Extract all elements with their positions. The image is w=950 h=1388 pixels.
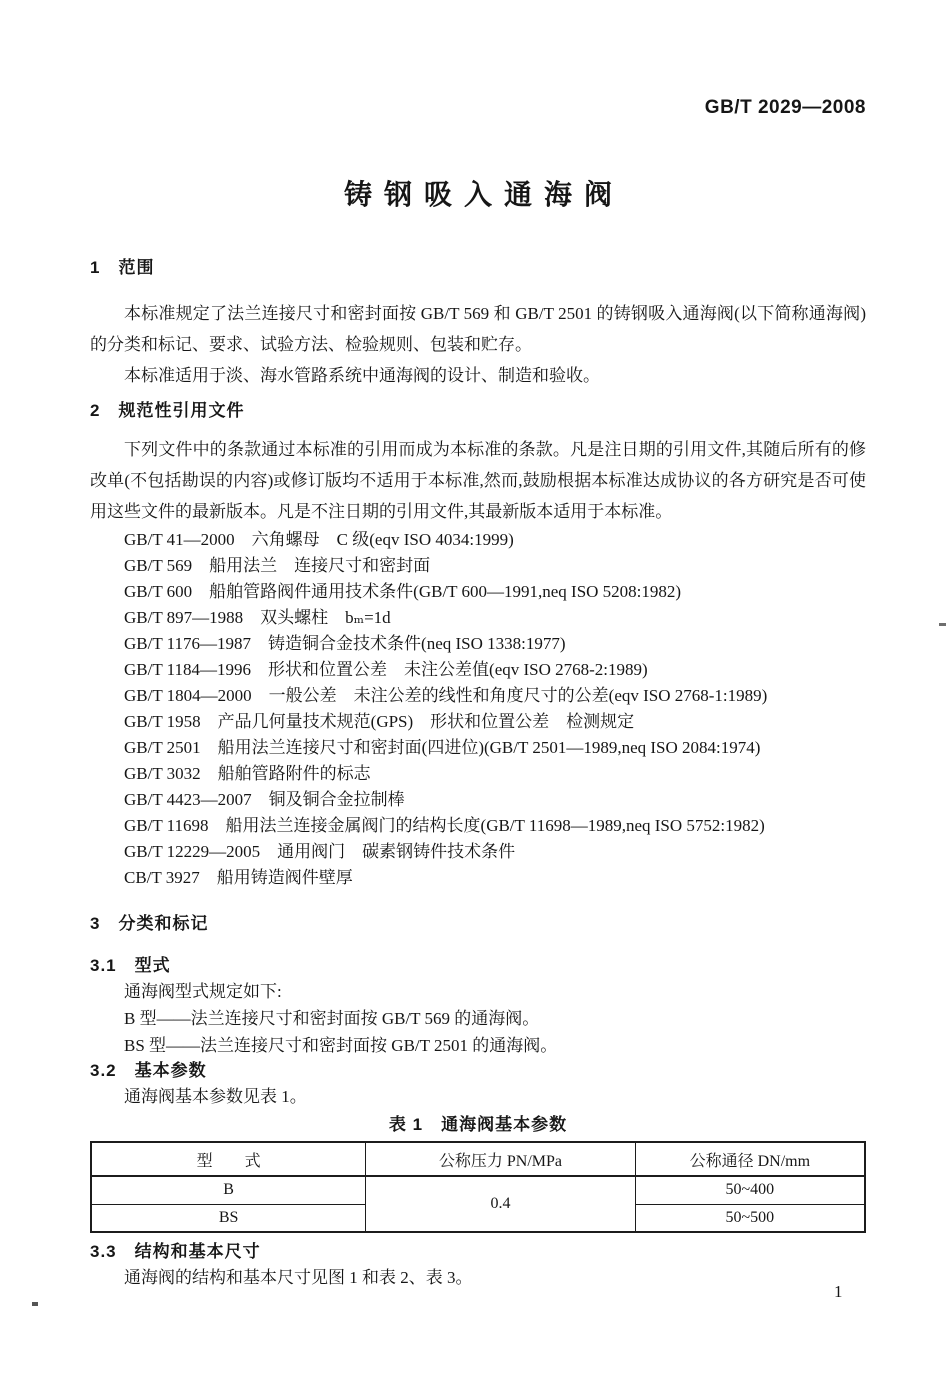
structure-dims-line: 通海阀的结构和基本尺寸见图 1 和表 2、表 3。: [124, 1268, 473, 1287]
reference-item: GB/T 4423—2007 铜及铜合金拉制棒: [124, 790, 405, 809]
reference-item: GB/T 1804—2000 一般公差 未注公差的线性和角度尺寸的公差(eqv ISO 2768-1:1989): [124, 686, 768, 705]
reference-item: GB/T 12229—2005 通用阀门 碳素钢铸件技术条件: [124, 842, 516, 861]
scan-artifact-left: [32, 1302, 38, 1306]
reference-item: GB/T 3032 船舶管路附件的标志: [124, 764, 371, 783]
reference-item: GB/T 1176—1987 铸造铜合金技术条件(neq ISO 1338:1977): [124, 634, 566, 653]
section-3-1-heading: 3.1 型式: [90, 956, 171, 975]
reference-item: GB/T 569 船用法兰 连接尺寸和密封面: [124, 556, 431, 575]
reference-item: GB/T 1184—1996 形状和位置公差 未注公差值(eqv ISO 2768-2:1989): [124, 660, 648, 679]
cell-type-b: B: [91, 1176, 366, 1204]
cell-dn-bs: 50~500: [635, 1204, 865, 1232]
type-b-line: B 型——法兰连接尺寸和密封面按 GB/T 569 的通海阀。: [124, 1009, 540, 1028]
standard-code: GB/T 2029—2008: [704, 97, 866, 118]
type-bs-line: BS 型——法兰连接尺寸和密封面按 GB/T 2501 的通海阀。: [124, 1036, 558, 1055]
reference-item: GB/T 11698 船用法兰连接金属阀门的结构长度(GB/T 11698—1989,neq ISO 5752:1982): [124, 816, 765, 835]
scope-paragraph-2: 本标准适用于淡、海水管路系统中通海阀的设计、制造和验收。: [124, 366, 600, 385]
section-3-heading: 3 分类和标记: [90, 914, 209, 933]
section-3-3-heading: 3.3 结构和基本尺寸: [90, 1242, 261, 1261]
section-2-heading: 2 规范性引用文件: [90, 401, 245, 420]
basic-params-table: [90, 1141, 866, 1233]
table-row: [91, 1176, 865, 1204]
column-header-pressure: 公称压力 PN/MPa: [366, 1142, 635, 1176]
cell-dn-b: 50~400: [635, 1176, 865, 1204]
type-intro-line: 通海阀型式规定如下:: [124, 982, 282, 1001]
reference-item: GB/T 41—2000 六角螺母 C 级(eqv ISO 4034:1999): [124, 530, 514, 549]
normative-references-intro: 下列文件中的条款通过本标准的引用而成为本标准的条款。凡是注日期的引用文件,其随后所有的修改单(不包括勘误的内容)或修订版均不适用于本标准,然而,鼓励根据本标准达成协议的各方研究是否可使用这些文件的最新版本。凡是不注日期的引用文件,其最新版本适用于本标准。: [90, 440, 866, 521]
reference-item: GB/T 600 船舶管路阀件通用技术条件(GB/T 600—1991,neq ISO 5208:1982): [124, 582, 682, 601]
reference-item: GB/T 1958 产品几何量技术规范(GPS) 形状和位置公差 检测规定: [124, 712, 635, 731]
scan-artifact-right: [939, 623, 946, 626]
cell-pressure: 0.4: [366, 1176, 635, 1232]
references-list: [90, 527, 866, 891]
column-header-diameter: 公称通径 DN/mm: [635, 1142, 865, 1176]
section-3-2-heading: 3.2 基本参数: [90, 1061, 207, 1080]
column-header-type: 型 式: [91, 1142, 366, 1176]
reference-item: GB/T 897—1988 双头螺柱 bₘ=1d: [124, 608, 391, 627]
reference-item: CB/T 3927 船用铸造阀件壁厚: [124, 868, 353, 887]
table-header-row: [91, 1142, 865, 1176]
cell-type-bs: BS: [91, 1204, 366, 1232]
document-title: 铸钢吸入通海阀: [343, 179, 624, 210]
basic-params-line: 通海阀基本参数见表 1。: [124, 1087, 307, 1106]
scope-paragraph-1: 本标准规定了法兰连接尺寸和密封面按 GB/T 569 和 GB/T 2501 的铸钢吸入通海阀(以下简称通海阀)的分类和标记、要求、试验方法、检验规则、包装和贮存。: [90, 304, 866, 354]
page-number: 1: [834, 1282, 843, 1301]
table-1-caption: 表 1 通海阀基本参数: [388, 1115, 568, 1134]
reference-item: GB/T 2501 船用法兰连接尺寸和密封面(四进位)(GB/T 2501—1989,neq ISO 2084:1974): [124, 738, 761, 757]
section-1-heading: 1 范围: [90, 258, 155, 277]
